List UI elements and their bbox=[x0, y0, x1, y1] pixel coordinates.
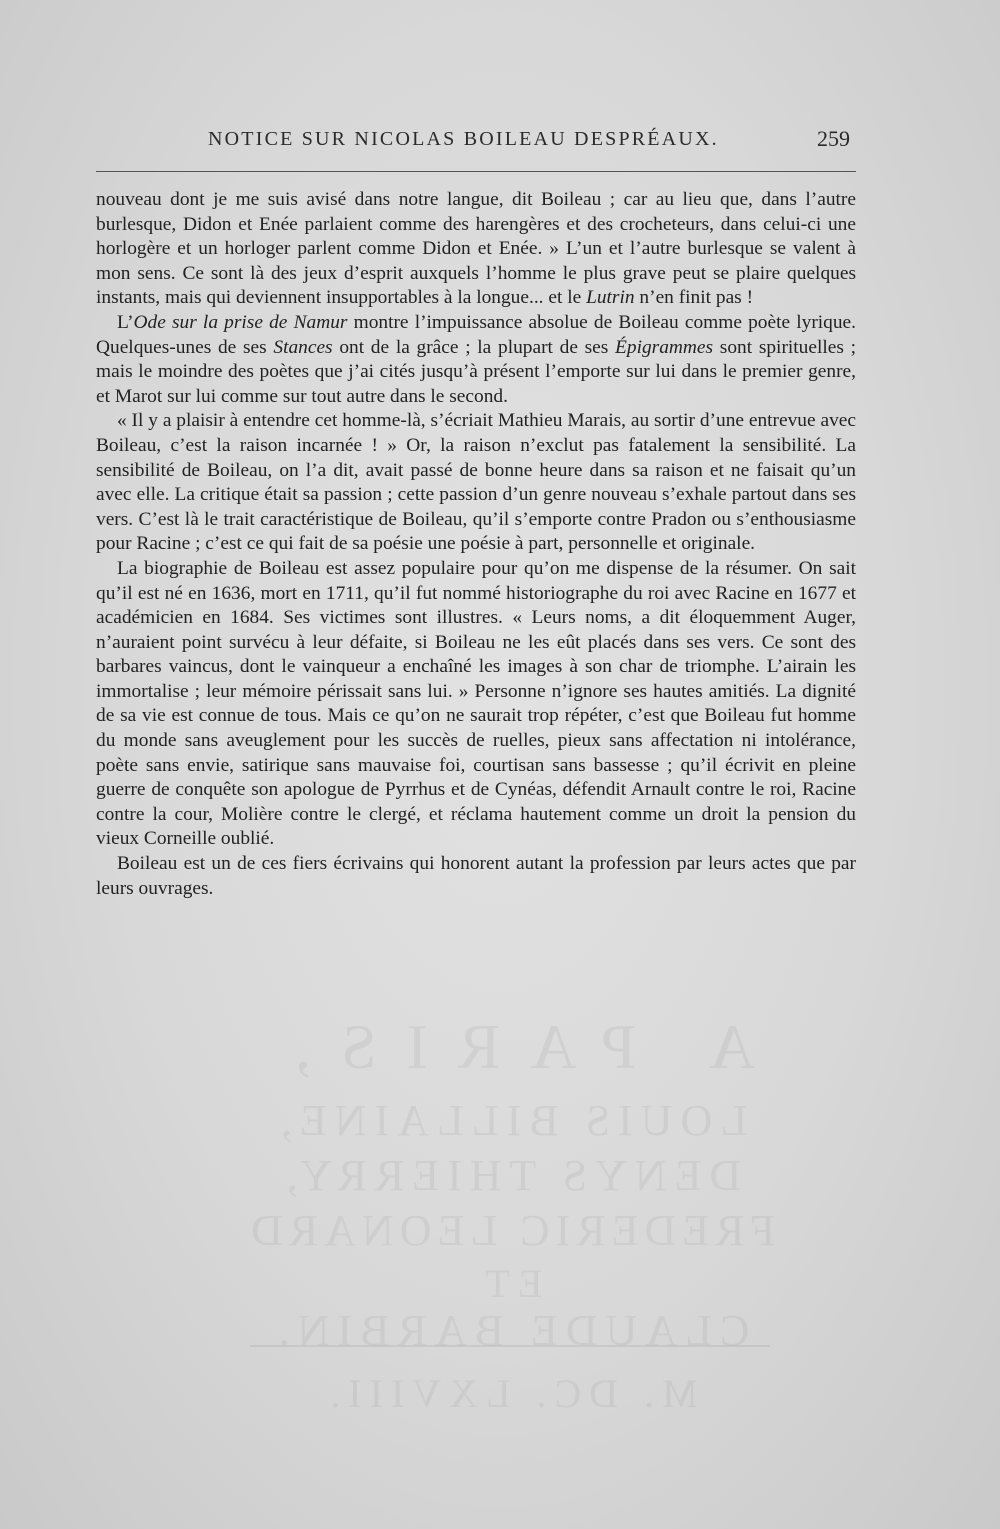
paragraph bbox=[96, 311, 856, 409]
paragraph-text: sont spirituelles ; mais le moindre des poètes que j’ai cités jusqu’à présent l’emporte sur lui dans le premier genre, et Marot sur lui comme sur tout autre dans le second. bbox=[96, 336, 857, 407]
running-head bbox=[96, 128, 856, 160]
italic-title-text: Stances bbox=[273, 336, 333, 358]
paragraph-text: montre l’impuissance absolue de Boileau comme poète lyrique. Quelques-unes de ses bbox=[96, 311, 857, 358]
paragraph-text: n’en finit pas ! bbox=[634, 287, 754, 309]
paragraph-text: Boileau est un de ces fiers écrivains qui honorent autant la profession par leurs actes que par leurs ouvrages. bbox=[96, 853, 856, 899]
body-text bbox=[96, 188, 856, 901]
header-rule bbox=[96, 171, 856, 172]
paragraph-text: L’ bbox=[117, 311, 134, 333]
paragraph-text: « Il y a plaisir à entendre cet homme-là, s’écriait Mathieu Marais, au sortir d’une entrevue avec Boileau, c’est la raison incarnée ! » Or, la raison n’exclut pas fatalement la sensibilité. La sensibilité de Boileau, on l’a dit, avait passé de bonne heure dans sa raison et ne faisait qu’un avec elle. La critique était sa passion ; cette passion d’un genre nouveau s’exhale partout dans ses vers. C’est là le trait caractéristique de Boileau, qu’il s’emporte contre Pradon ou s’enthousiasme pour Racine ; c’est ce qui fait de sa poésie une poésie à part, personnelle et originale. bbox=[96, 410, 856, 555]
running-title: NOTICE SUR NICOLAS BOILEAU DESPRÉAUX. bbox=[208, 128, 719, 150]
paragraph bbox=[96, 188, 856, 311]
paragraph bbox=[96, 852, 856, 901]
show-through-imprint: A PARIS, LOUIS BILLAINE, DENYS THIERRY, FREDERIC LEONARD ET CLAUDE BARBIN. M. DC. LXVIII. bbox=[245, 1011, 775, 1416]
italic-title-text: Ode sur la prise de Namur bbox=[133, 311, 348, 333]
paragraph-text: La biographie de Boileau est assez populaire pour qu’on me dispense de la résumer. On sait qu’il est né en 1636, mort en 1711, qu’il fut nommé historiographe du roi avec Racine en 1677 et académicien en 1684. Ses victimes sont illustres. « Leurs noms, a dit éloquemment Auger, n’auraient point survécu à leur défaite, si Boileau ne les eût placés dans ses vers. Ce sont des barbares vaincus, dont le vainqueur a enchaîné les images à son char de triomphe. L’airain les immortalise ; leur mémoire périssait sans lui. » Personne n’ignore ses hautes amitiés. La dignité de sa vie est connue de tous. Mais ce qu’on ne saurait trop répéter, c’est que Boileau fut homme du monde sans aveuglement pour les succès de ruelles, pieux sans affectation ni intolérance, poète sans envie, satirique sans mauvaise foi, courtisan sans bassesse ; qu’il écrivit en pleine guerre de conquête son apologue de Pyrrhus et de Cynéas, défendit Arnault contre le roi, Racine contre la cour, Molière contre le clergé, et réclama hautement comme un droit la pension du vieux Corneille oublié. bbox=[96, 557, 856, 850]
italic-title-text: Lutrin bbox=[586, 287, 635, 309]
paragraph bbox=[96, 557, 856, 852]
paragraph-text: ont de la grâce ; la plupart de ses bbox=[332, 336, 616, 358]
paragraph bbox=[96, 409, 856, 557]
paragraph-text: nouveau dont je me suis avisé dans notre langue, dit Boileau ; car au lieu que, dans l’autre burlesque, Didon et Enée parlaient comme des harengères et des crocheteurs, dans celui-ci une horlogère et un horloger parlent comme Didon et Enée. » L’un et l’autre burlesque se valent à mon sens. Ce sont là des jeux d’esprit auxquels l’homme le plus grave peut se plaire quelques instants, mais qui deviennent insupportables à la longue... et le bbox=[96, 189, 856, 309]
page-number: 259 bbox=[817, 126, 850, 151]
italic-title-text: Épigrammes bbox=[615, 336, 714, 358]
